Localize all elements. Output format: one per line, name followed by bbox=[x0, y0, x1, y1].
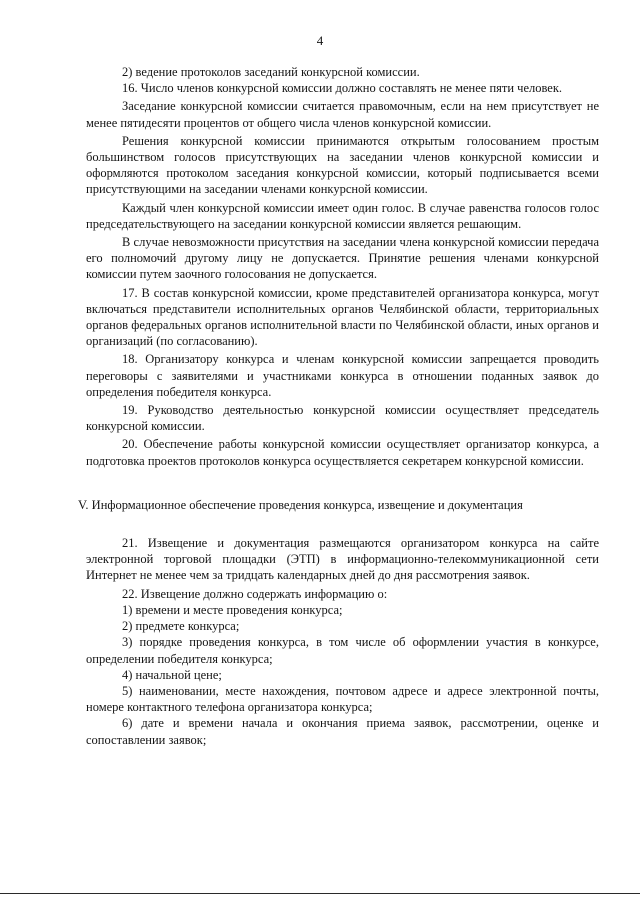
page-number: 4 bbox=[316, 33, 324, 48]
paragraph-20: 20. Обеспечение работы конкурсной комиссии осуществляет организатор конкурса, а подготовка проектов протоколов конкурса осуществляется секретарем конкурсной комиссии. bbox=[86, 437, 599, 468]
paragraph-19: 19. Руководство деятельностью конкурсной комиссии осуществляет председатель конкурсной комиссии. bbox=[86, 403, 599, 434]
paragraph-quorum: Заседание конкурсной комиссии считается правомочным, если на нем присутствует не менее пятидесяти процентов от общего числа членов конкурсной комиссии. bbox=[86, 99, 599, 130]
paragraph-protocols: 2) ведение протоколов заседаний конкурсной комиссии. bbox=[122, 65, 420, 79]
document-body bbox=[78, 64, 599, 748]
paragraph-absence: В случае невозможности присутствия на заседании члена конкурсной комиссии передача его полномочий другому лицу не допускается. Принятие решения членами конкурсной комиссии путем заочного голосования не допускается. bbox=[86, 235, 599, 282]
section-title: V. Информационное обеспечение проведения конкурса, извещение и документация bbox=[78, 497, 523, 512]
list-item-application-dates: 6) дате и времени начала и окончания приема заявок, рассмотрении, оценке и сопоставлении заявок; bbox=[86, 716, 599, 747]
paragraph-22: 22. Извещение должно содержать информацию о: bbox=[122, 586, 388, 601]
list-item-initial-price: 4) начальной цене; bbox=[122, 667, 222, 682]
paragraph-decisions: Решения конкурсной комиссии принимаются открытым голосованием простым большинством голосов присутствующих на заседании членов конкурсной комиссии и оформляются протоколом заседания конкурсной комиссии, который подписывается всеми присутствующими на заседании членами конкурсной комиссии. bbox=[86, 133, 599, 197]
section-spacer bbox=[86, 471, 599, 497]
paragraph-16: 16. Число членов конкурсной комиссии должно составлять не менее пяти человек. bbox=[122, 81, 563, 96]
list-item-time-place: 1) времени и месте проведения конкурса; bbox=[122, 602, 343, 617]
paragraph-21: 21. Извещение и документация размещаются организатором конкурса на сайте электронной торговой площадки (ЭТП) в информационно-телекоммуникационной сети Интернет не менее чем за тридцать календарных дней до дня рассмотрения заявок. bbox=[86, 536, 599, 583]
paragraph-17: 17. В состав конкурсной комиссии, кроме представителей организатора конкурса, могут включаться представители исполнительных органов Челябинской области, территориальных органов федеральных органов исполнительной власти по Челябинской области, иных органов и организаций (по согласованию). bbox=[86, 285, 599, 349]
paragraph-votes: Каждый член конкурсной комиссии имеет один голос. В случае равенства голосов голос председательствующего на заседании конкурсной комиссии является решающим. bbox=[86, 200, 599, 231]
paragraph-18: 18. Организатору конкурса и членам конкурсной комиссии запрещается проводить переговоры с заявителями и участниками конкурса в отношении поданных заявок до определения победителя конкурса. bbox=[86, 352, 599, 399]
list-item-procedure: 3) порядке проведения конкурса, в том числе об оформлении участия в конкурсе, определении победителя конкурса; bbox=[86, 635, 599, 666]
footer-rule bbox=[0, 893, 640, 894]
list-item-subject: 2) предмете конкурса; bbox=[122, 619, 240, 634]
list-item-organizer-contacts: 5) наименовании, месте нахождения, почтовом адресе и адресе электронной почты, номере контактного телефона организатора конкурса; bbox=[86, 683, 599, 715]
